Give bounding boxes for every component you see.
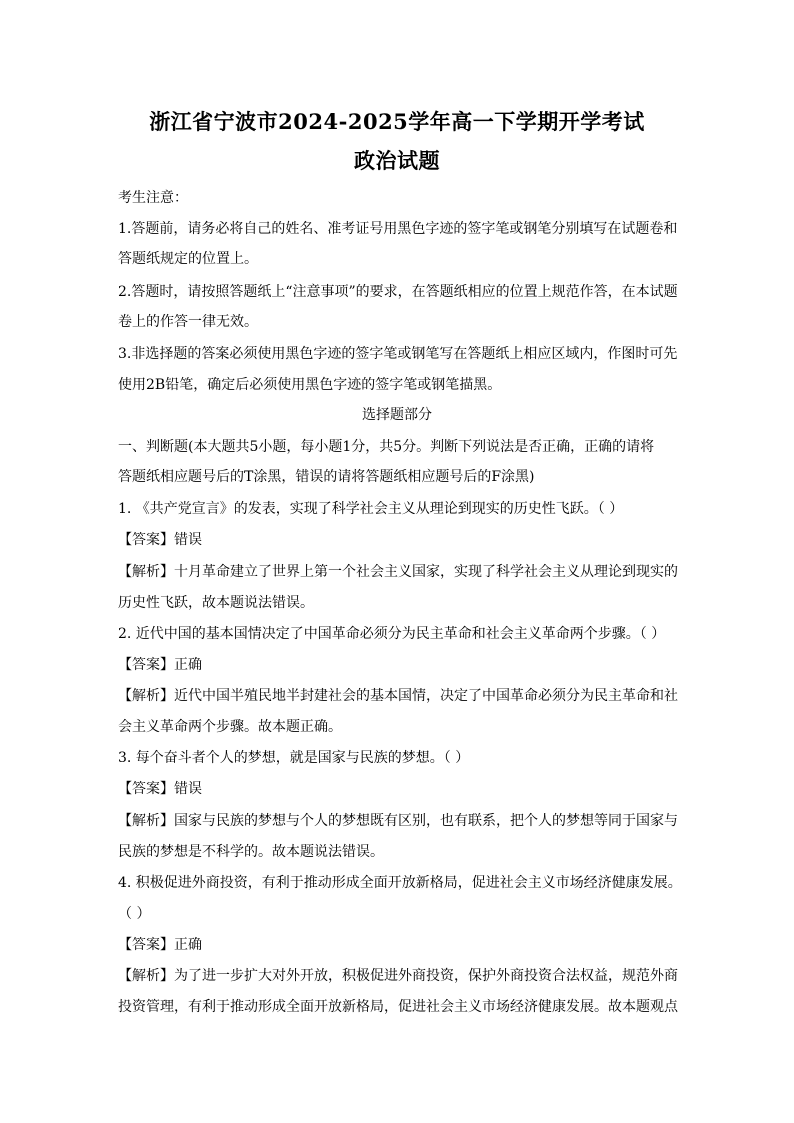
notice-item-1-cont: 答题纸规定的位置上。 bbox=[118, 251, 258, 267]
analysis-2-cont: 会主义革命两个步骤。故本题正确。 bbox=[118, 719, 342, 735]
notice-heading: 考生注意： bbox=[118, 190, 188, 206]
question-3: 3. 每个奋斗者个人的梦想，就是国家与民族的梦想。（ ） bbox=[118, 750, 470, 766]
analysis-3: 【解析】国家与民族的梦想与个人的梦想既有区别，也有联系，把个人的梦想等同于国家与 bbox=[118, 813, 678, 829]
analysis-2: 【解析】近代中国半殖民地半封建社会的基本国情，决定了中国革命必须分为民主革命和社 bbox=[118, 688, 678, 704]
notice-item-2: 2.答题时，请按照答题纸上“注意事项”的要求，在答题纸相应的位置上规范作答，在本试题 bbox=[118, 284, 678, 300]
analysis-1-cont: 历史性飞跃，故本题说法错误。 bbox=[118, 595, 314, 611]
notice-item-2-cont: 卷上的作答一律无效。 bbox=[118, 314, 258, 330]
answer-3: 【答案】错误 bbox=[118, 781, 202, 797]
section-intro-cont: 答题纸相应题号后的T涂黑，错误的请将答题纸相应题号后的F涂黑) bbox=[118, 469, 535, 485]
question-2: 2. 近代中国的基本国情决定了中国革命必须分为民主革命和社会主义革命两个步骤。（ ） bbox=[118, 626, 666, 642]
notice-item-1: 1.答题前，请务必将自己的姓名、准考证号用黑色字迹的签字笔或钢笔分别填写在试题卷和 bbox=[118, 221, 678, 237]
question-4: 4. 积极促进外商投资，有利于推动形成全面开放新格局，促进社会主义市场经济健康发展。 bbox=[118, 875, 682, 891]
section-intro: 一、判断题(本大题共5小题，每小题1分，共5分。判断下列说法是否正确，正确的请将 bbox=[118, 439, 655, 455]
answer-1: 【答案】错误 bbox=[118, 532, 202, 548]
question-4-cont: （ ） bbox=[118, 906, 151, 922]
answer-2: 【答案】正确 bbox=[118, 657, 202, 673]
notice-item-3: 3.非选择题的答案必须使用黑色字迹的签字笔或钢笔写在答题纸上相应区域内，作图时可先 bbox=[118, 346, 678, 362]
analysis-3-cont: 民族的梦想是不科学的。故本题说法错误。 bbox=[118, 844, 384, 860]
notice-item-3-cont: 使用2B铅笔，确定后必须使用黑色字迹的签字笔或钢笔描黑。 bbox=[118, 377, 502, 393]
document-title: 浙江省宁波市2024-2025学年高一下学期开学考试 bbox=[149, 109, 645, 134]
answer-4: 【答案】正确 bbox=[118, 937, 202, 953]
document-subtitle: 政治试题 bbox=[354, 148, 440, 173]
question-1: 1. 《共产党宣言》的发表，实现了科学社会主义从理论到现实的历史性飞跃。（ ） bbox=[118, 501, 624, 517]
analysis-1: 【解析】十月革命建立了世界上第一个社会主义国家，实现了科学社会主义从理论到现实的 bbox=[118, 564, 678, 580]
analysis-4-cont: 投资管理，有利于推动形成全面开放新格局，促进社会主义市场经济健康发展。故本题观点 bbox=[118, 999, 678, 1015]
section-heading: 选择题部分 bbox=[362, 407, 432, 423]
analysis-4: 【解析】为了进一步扩大对外开放，积极促进外商投资，保护外商投资合法权益，规范外商 bbox=[118, 968, 678, 984]
